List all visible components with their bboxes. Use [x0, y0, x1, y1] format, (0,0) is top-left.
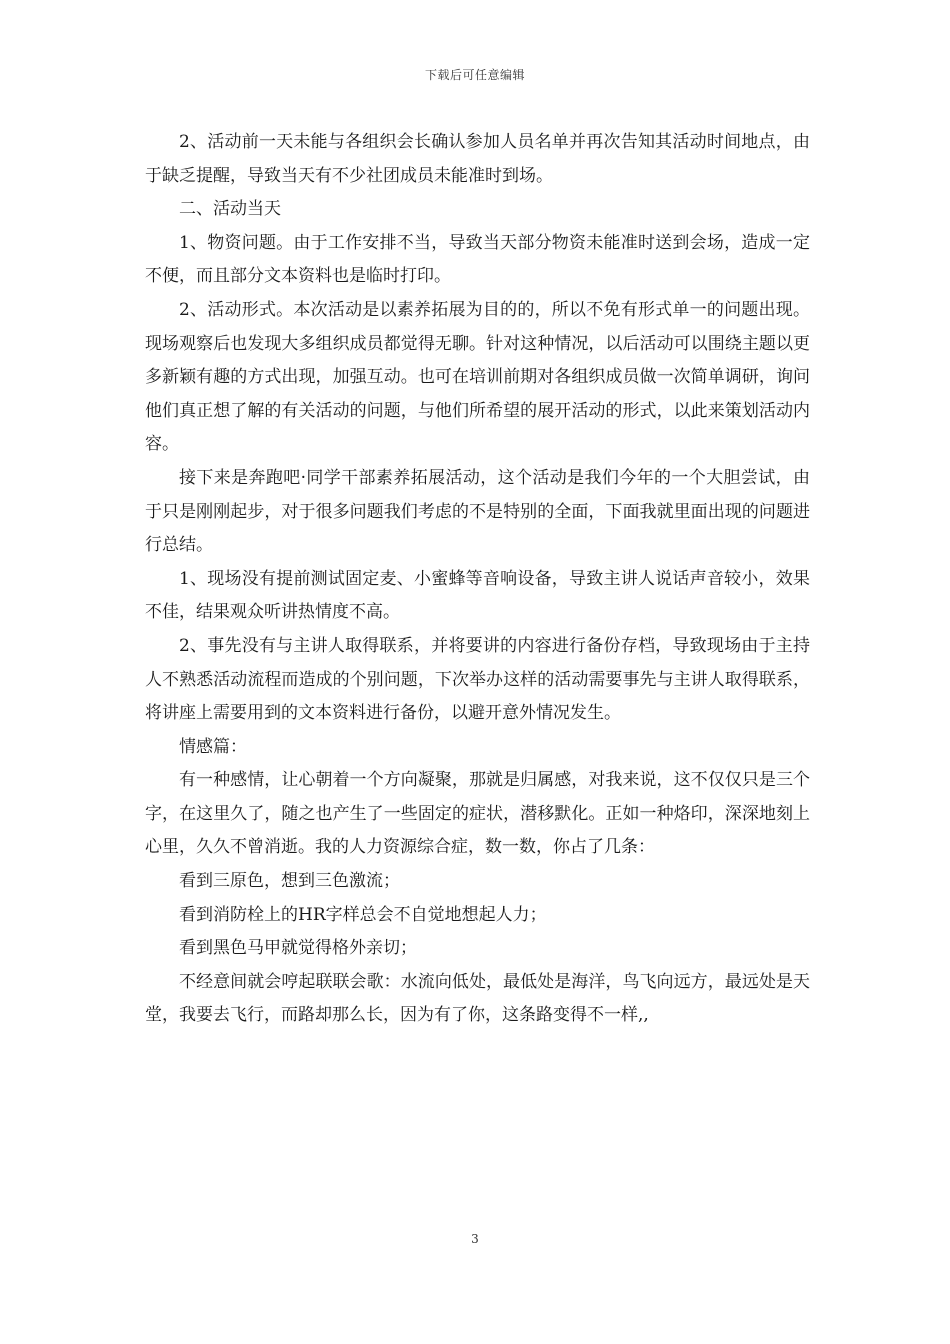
paragraph: 有一种感情，让心朝着一个方向凝聚，那就是归属感，对我来说，这不仅仅只是三个字，在这里久了，随之也产生了一些固定的症状，潜移默化。正如一种烙印，深深地刻上心里，久久不曾消逝。我的人力资源综合症，数一数，你占了几条：: [145, 770, 810, 858]
paragraph: 2、活动前一天未能与各组织会长确认参加人员名单并再次告知其活动时间地点，由于缺乏提醒，导致当天有不少社团成员未能准时到场。: [145, 132, 810, 186]
paragraph: 不经意间就会哼起联联会歌：水流向低处，最低处是海洋，鸟飞向远方，最远处是天堂，我要去飞行，而路却那么长，因为有了你，这条路变得不一样,,: [145, 971, 810, 1026]
list-line: 看到三原色，想到三色激流；: [179, 871, 400, 892]
section-heading: 二、活动当天: [179, 199, 281, 220]
list-line: 看到黑色马甲就觉得格外亲切；: [179, 938, 417, 959]
paragraph: 接下来是奔跑吧·同学干部素养拓展活动，这个活动是我们今年的一个大胆尝试，由于只是刚刚起步，对于很多问题我们考虑的不是特别的全面，下面我就里面出现的问题进行总结。: [145, 467, 810, 556]
paragraph: 1、现场没有提前测试固定麦、小蜜蜂等音响设备，导致主讲人说话声音较小，效果不佳，结果观众听讲热情度不高。: [145, 568, 810, 623]
paragraph: 1、物资问题。由于工作安排不当，导致当天部分物资未能准时送到会场，造成一定不便，而且部分文本资料也是临时打印。: [145, 232, 810, 287]
page-number: 3: [471, 1232, 479, 1246]
list-line: 看到消防栓上的HR字样总会不自觉地想起人力；: [179, 904, 547, 925]
section-heading: 情感篇：: [179, 736, 247, 757]
page-header: 下载后可任意编辑: [424, 68, 525, 82]
document-body: [145, 126, 810, 1033]
paragraph: 2、活动形式。本次活动是以素养拓展为目的的，所以不免有形式单一的问题出现。现场观察后也发现大多组织成员都觉得无聊。针对这种情况，以后活动可以围绕主题以更多新颖有趣的方式出现，加强互动。也可在培训前期对各组织成员做一次简单调研，询问他们真正想了解的有关活动的问题，与他们所希望的展开活动的形式，以此来策划活动内容。: [145, 299, 810, 455]
paragraph: 2、事先没有与主讲人取得联系，并将要讲的内容进行备份存档，导致现场由于主持人不熟悉活动流程而造成的个别问题，下次举办这样的活动需要事先与主讲人取得联系，将讲座上需要用到的文本资料进行备份，以避开意外情况发生。: [145, 635, 810, 724]
